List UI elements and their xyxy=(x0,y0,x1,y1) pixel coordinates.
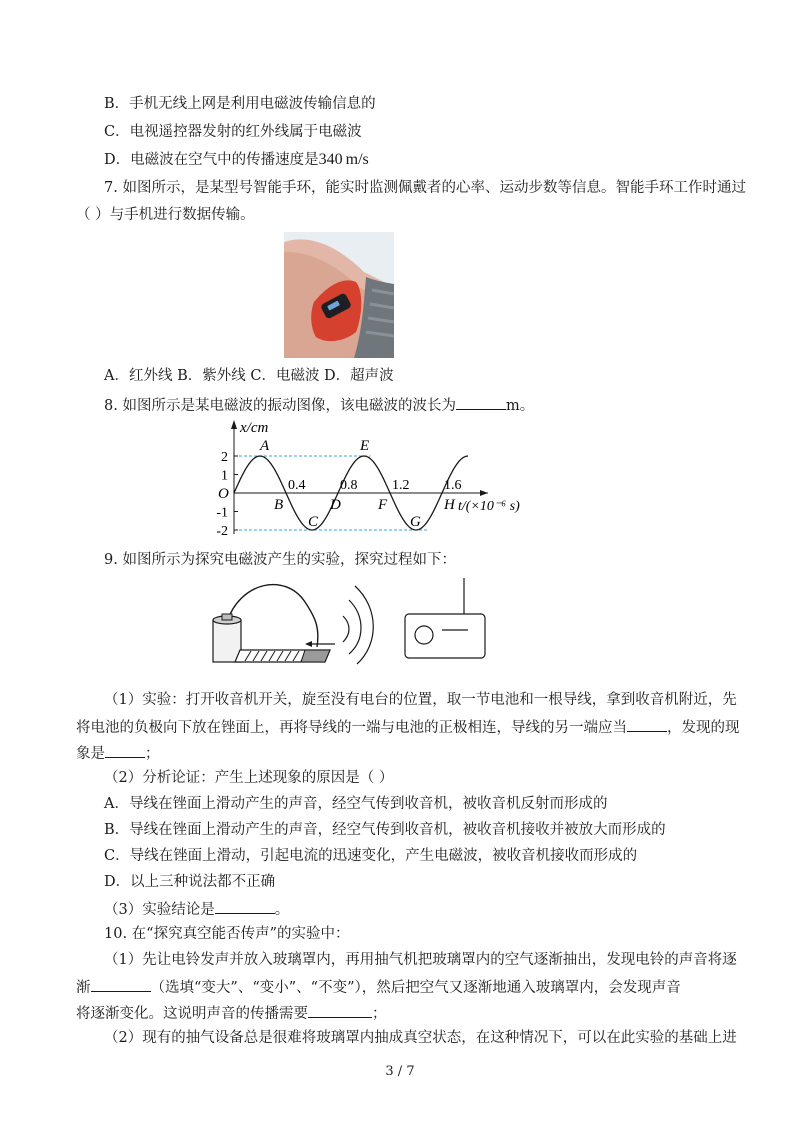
page-number: 3 / 7 xyxy=(385,1064,415,1079)
q6-option-c: C．电视遥控器发射的红外线属于电磁波 xyxy=(104,124,362,140)
q10-blank-sound-change xyxy=(91,976,151,992)
q9-part1-line3-tail: ； xyxy=(145,746,160,762)
q7-stem-line1: 7. 如图所示，是某型号智能手环，能实时监测佩戴者的心率、运动步数等信息。智能手环工作时通过 xyxy=(104,180,746,196)
q6-option-d xyxy=(104,150,369,170)
battery-radio-experiment-diagram xyxy=(205,572,505,672)
y-axis-arrow xyxy=(231,420,237,429)
point-label-h: H xyxy=(444,497,455,513)
q9-part1-line2-text: 将电池的负极向下放在锉面上，再将导线的一端与电池的正极相连，导线的另一端应当 xyxy=(76,720,627,736)
q10-blank-medium xyxy=(308,1002,372,1018)
point-label-c: C xyxy=(308,514,319,530)
point-label-d: D xyxy=(330,497,341,513)
x-tick-label: 0.8 xyxy=(340,478,358,493)
q10-part1-line2-text: （选填“变大”、“变小”、“不变”），然后把空气又逐渐地通入玻璃罩内，会发现声音 xyxy=(150,980,681,996)
q10-part1-line2 xyxy=(76,976,681,998)
q8-answer-blank xyxy=(456,394,506,410)
y-tick-label: -2 xyxy=(216,524,228,538)
q8-stem-text: 8. 如图所示是某电磁波的振动图像，该电磁波的波长为 xyxy=(104,398,456,414)
q8-stem xyxy=(104,394,534,416)
x-tick-label: 0.4 xyxy=(288,478,306,493)
q9-part1-line2-tail: ，发现的现 xyxy=(667,720,740,736)
battery xyxy=(213,614,241,662)
q6-speed-value: 340 xyxy=(318,151,343,168)
radio-wave-arcs xyxy=(343,586,373,664)
y-axis-label: x/cm xyxy=(240,420,269,436)
x-axis-label: t/(×10⁻⁶ s) xyxy=(458,499,520,514)
q10-part1-line3-tail: ； xyxy=(372,1006,387,1022)
point-label-f: F xyxy=(378,497,388,513)
x-tick-label: 1.6 xyxy=(444,478,462,493)
point-label-g: G xyxy=(410,514,421,530)
wave-chart xyxy=(210,416,540,538)
y-tick-label: 2 xyxy=(221,450,228,465)
q9-part2-option-d: D．以上三种说法都不正确 xyxy=(104,874,276,890)
q9-part2-option-b: B．导线在锉面上滑动产生的声音，经空气传到收音机，被收音机接收并被放大而形成的 xyxy=(104,822,666,838)
double-arrow xyxy=(305,641,335,647)
q10-part1-line1: （1）先让电铃发声并放入玻璃罩内，再用抽气机把玻璃罩内的空气逐渐抽出，发现电铃的声音将逐 xyxy=(104,952,737,968)
q6-option-d-text: D．电磁波在空气中的传播速度是 xyxy=(104,152,319,168)
file-rasp xyxy=(235,650,330,662)
q9-part3-text: （3）实验结论是 xyxy=(104,902,215,918)
q9-part2-option-c: C．导线在锉面上滑动，引起电流的迅速变化，产生电磁波，被收音机接收而形成的 xyxy=(104,848,638,864)
q9-part3-tail: 。 xyxy=(274,902,290,918)
q9-part1-line3 xyxy=(76,742,160,764)
q9-part1-line2 xyxy=(76,716,740,738)
point-label-e: E xyxy=(360,438,370,454)
q9-blank-wire-action xyxy=(627,716,667,732)
q9-part2-option-a: A．导线在锉面上滑动产生的声音，经空气传到收音机，被收音机反射而形成的 xyxy=(104,796,608,812)
q10-part1-line2-head: 渐 xyxy=(76,980,91,996)
x-axis-arrow xyxy=(480,490,488,496)
point-label-b: B xyxy=(274,497,284,513)
x-tick-label: 1.2 xyxy=(392,478,410,493)
smart-band-photo xyxy=(284,232,394,358)
q10-title: 10. 在“探究真空能否传声”的实验中： xyxy=(104,926,350,942)
q9-part1-line1: （1）实验：打开收音机开关，旋至没有电台的位置，取一节电池和一根导线，拿到收音机附近，先 xyxy=(104,692,737,708)
point-label-a: A xyxy=(260,438,270,454)
q9-part1-line3-text: 象是 xyxy=(76,746,105,762)
q9-part2-title: （2）分析论证：产生上述现象的原因是（ ） xyxy=(104,770,394,786)
y-tick-label: -1 xyxy=(216,505,228,521)
q6-option-b: B．手机无线上网是利用电磁波传输信息的 xyxy=(104,96,376,112)
q7-options: A．红外线 B．紫外线 C．电磁波 D．超声波 xyxy=(104,368,394,384)
q10-part1-line3-text: 将逐渐变化。这说明声音的传播需要 xyxy=(76,1006,308,1022)
q9-part3 xyxy=(104,898,289,920)
q9-title: 9. 如图所示为探究电磁波产生的实验，探究过程如下： xyxy=(104,552,456,568)
q9-blank-phenomenon xyxy=(105,742,145,758)
q6-speed-unit: m/s xyxy=(345,151,369,168)
q9-blank-conclusion xyxy=(215,898,275,914)
q8-unit: m。 xyxy=(505,398,535,414)
radio xyxy=(405,578,485,658)
q10-part2-line1: （2）现有的抽气设备总是很难将玻璃罩内抽成真空状态，在这种情况下，可以在此实验的基础上进 xyxy=(104,1030,737,1046)
y-tick-label: 1 xyxy=(221,468,228,484)
q7-stem-line2: （ ）与手机进行数据传输。 xyxy=(76,207,255,223)
origin-label: O xyxy=(218,486,229,502)
q10-part1-line3 xyxy=(76,1002,387,1024)
